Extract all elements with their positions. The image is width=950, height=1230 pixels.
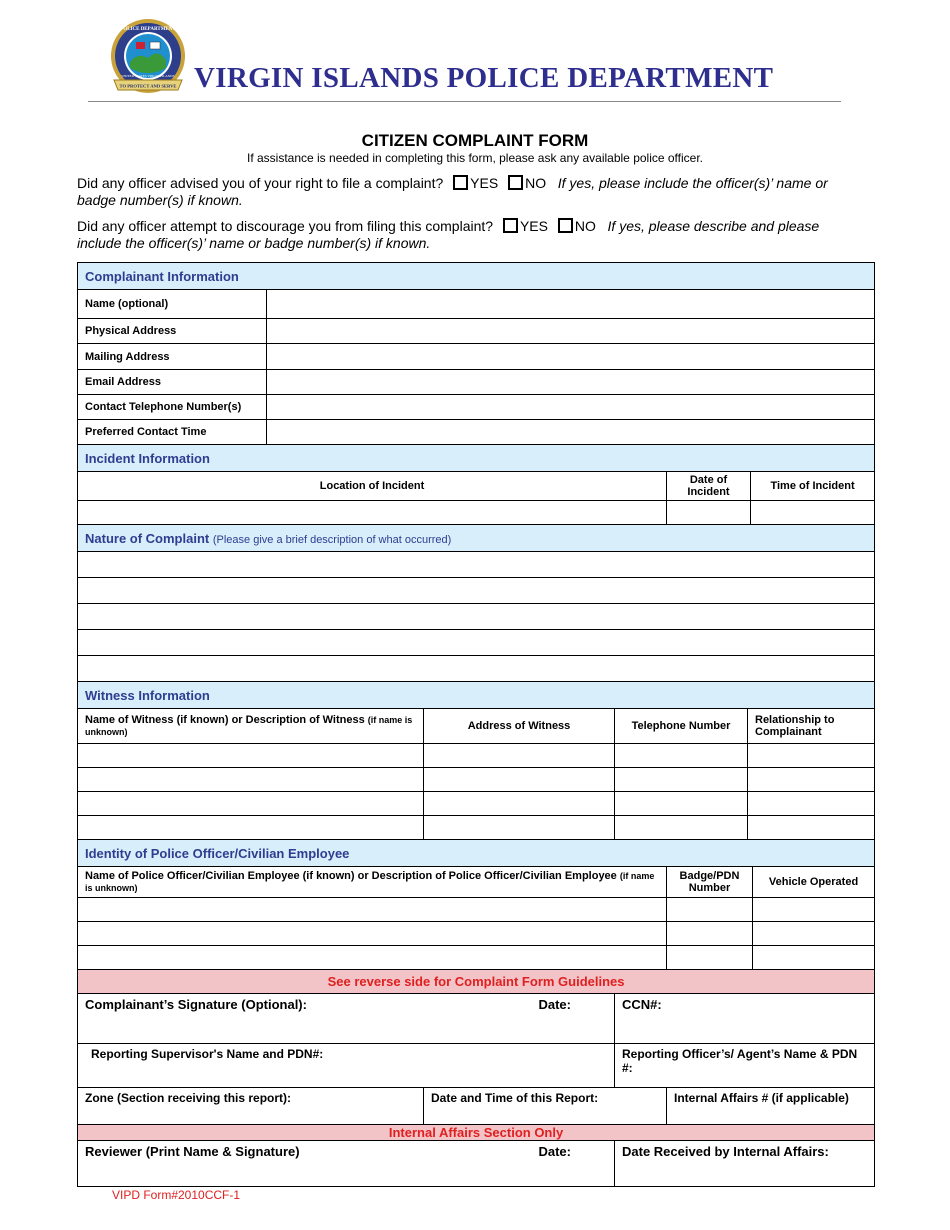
seal-banner-text: TO PROTECT AND SERVE — [119, 83, 177, 89]
witness-name-cell[interactable] — [78, 768, 424, 792]
witness-phone-cell[interactable] — [615, 792, 748, 816]
officer-name-cell[interactable] — [78, 898, 667, 922]
zone-field[interactable] — [78, 1088, 424, 1125]
contact-time-input[interactable] — [267, 420, 875, 445]
no-label: NO — [525, 175, 547, 191]
section-officer-identity: Identity of Police Officer/Civilian Employee — [78, 840, 875, 867]
phone-input[interactable] — [267, 395, 875, 420]
police-seal-logo — [108, 18, 188, 98]
complaint-description-line[interactable] — [78, 552, 875, 578]
witness-address-cell[interactable] — [424, 816, 615, 840]
witness-relationship-header: Relationship to Complainant — [748, 709, 875, 744]
incident-time-header: Time of Incident — [751, 472, 875, 501]
witness-relationship-cell[interactable] — [748, 792, 875, 816]
question-advised-right — [77, 175, 867, 209]
officer-badge-cell[interactable] — [667, 946, 753, 970]
physical-address-input[interactable] — [267, 319, 875, 344]
witness-name-header-text: Name of Witness (if known) or Description of Witness — [85, 714, 365, 726]
reviewer-field[interactable] — [78, 1141, 615, 1187]
witness-phone-cell[interactable] — [615, 768, 748, 792]
section-witness-info: Witness Information — [78, 682, 875, 709]
witness-address-cell[interactable] — [424, 792, 615, 816]
reporting-officer-label: Reporting Officer’s/ Agent’s Name & PDN #: — [622, 1047, 858, 1075]
ia-number-label: Internal Affairs # (if applicable) — [674, 1091, 849, 1105]
nature-note: (Please give a brief description of what occurred) — [212, 533, 452, 546]
officer-name-cell[interactable] — [78, 922, 667, 946]
section-complainant-info: Complainant Information — [78, 263, 875, 290]
witness-name-header — [78, 709, 424, 744]
witness-name-header-note: (if name is unknown) — [85, 715, 413, 737]
officer-badge-cell[interactable] — [667, 922, 753, 946]
report-datetime-label: Date and Time of this Report: — [431, 1091, 599, 1105]
reviewer-date-label: Date: — [538, 1144, 571, 1159]
complaint-description-line[interactable] — [78, 630, 875, 656]
yes-label: YES — [519, 218, 548, 234]
complaint-description-line[interactable] — [78, 578, 875, 604]
no-checkbox[interactable] — [508, 175, 523, 190]
field-label-mailing-address: Mailing Address — [78, 344, 267, 370]
date-received-field[interactable] — [615, 1141, 875, 1187]
question-discouraged — [77, 218, 867, 252]
complaint-description-line[interactable] — [78, 656, 875, 682]
officer-name-cell[interactable] — [78, 946, 667, 970]
yes-label: YES — [470, 175, 499, 191]
date-received-label: Date Received by Internal Affairs: — [622, 1144, 829, 1159]
officer-vehicle-header: Vehicle Operated — [753, 867, 875, 898]
question-note: If yes, please describe and please include the officer(s)’ name or badge number(s) if known. — [77, 218, 820, 251]
witness-address-cell[interactable] — [424, 744, 615, 768]
complaint-description-line[interactable] — [78, 604, 875, 630]
incident-time-input[interactable] — [751, 501, 875, 525]
complaint-form-table — [77, 262, 875, 1187]
witness-address-cell[interactable] — [424, 768, 615, 792]
question-note: If yes, please include the officer(s)’ name or badge number(s) if known. — [77, 175, 828, 208]
field-label-physical-address: Physical Address — [78, 319, 267, 344]
field-label-phone: Contact Telephone Number(s) — [78, 395, 267, 420]
officer-name-header-note: (if name is unknown) — [85, 871, 655, 893]
witness-address-header: Address of Witness — [424, 709, 615, 744]
ccn-label: CCN#: — [622, 997, 662, 1012]
witness-phone-cell[interactable] — [615, 744, 748, 768]
ia-number-field[interactable] — [667, 1088, 875, 1125]
name-input[interactable] — [267, 290, 875, 319]
witness-phone-cell[interactable] — [615, 816, 748, 840]
witness-name-cell[interactable] — [78, 816, 424, 840]
incident-date-header: Date of Incident — [667, 472, 751, 501]
no-label: NO — [574, 218, 596, 234]
internal-affairs-banner: Internal Affairs Section Only — [78, 1125, 875, 1141]
witness-phone-header: Telephone Number — [615, 709, 748, 744]
zone-label: Zone (Section receiving this report): — [85, 1091, 292, 1105]
reporting-officer-field[interactable] — [615, 1044, 875, 1088]
report-datetime-field[interactable] — [424, 1088, 667, 1125]
witness-relationship-cell[interactable] — [748, 744, 875, 768]
section-incident-info: Incident Information — [78, 445, 875, 472]
form-number-footer: VIPD Form#2010CCF-1 — [112, 1188, 241, 1202]
supervisor-field[interactable] — [78, 1044, 615, 1088]
complainant-signature-label: Complainant’s Signature (Optional): — [85, 997, 307, 1012]
yes-checkbox[interactable] — [453, 175, 468, 190]
header-divider — [88, 101, 841, 102]
email-input[interactable] — [267, 370, 875, 395]
officer-badge-header: Badge/PDN Number — [667, 867, 753, 898]
seal-ring-text: UNITED STATES VIRGIN ISLANDS — [121, 74, 175, 78]
field-label-email: Email Address — [78, 370, 267, 395]
form-subtitle: If assistance is needed in completing this form, please ask any available police officer. — [246, 151, 704, 165]
guidelines-banner: See reverse side for Complaint Form Guidelines — [78, 970, 875, 994]
form-title: CITIZEN COMPLAINT FORM — [361, 131, 589, 150]
field-label-name: Name (optional) — [78, 290, 267, 319]
section-nature-of-complaint — [78, 525, 875, 552]
witness-relationship-cell[interactable] — [748, 768, 875, 792]
yes-checkbox[interactable] — [503, 218, 518, 233]
witness-name-cell[interactable] — [78, 792, 424, 816]
question-text: Did any officer attempt to discourage you from filing this complaint? — [77, 218, 494, 234]
officer-vehicle-cell[interactable] — [753, 922, 875, 946]
question-text: Did any officer advised you of your right to file a complaint? — [77, 175, 444, 191]
complainant-signature-field[interactable] — [78, 994, 615, 1044]
no-checkbox[interactable] — [558, 218, 573, 233]
officer-name-header-text: Name of Police Officer/Civilian Employee (if known) or Description of Police Officer/Civilian Employee — [85, 870, 617, 882]
nature-heading: Nature of Complaint — [85, 530, 210, 546]
field-label-contact-time: Preferred Contact Time — [78, 420, 267, 445]
officer-name-header — [78, 867, 667, 898]
officer-badge-cell[interactable] — [667, 898, 753, 922]
seal-top-text: POLICE DEPARTMENT — [120, 27, 176, 32]
supervisor-label: Reporting Supervisor's Name and PDN#: — [91, 1047, 324, 1061]
officer-vehicle-cell[interactable] — [753, 898, 875, 922]
witness-relationship-cell[interactable] — [748, 816, 875, 840]
ccn-field[interactable] — [615, 994, 875, 1044]
incident-date-input[interactable] — [667, 501, 751, 525]
incident-location-input[interactable] — [78, 501, 667, 525]
incident-location-header: Location of Incident — [78, 472, 667, 501]
complainant-date-label: Date: — [538, 997, 571, 1012]
witness-name-cell[interactable] — [78, 744, 424, 768]
department-title: VIRGIN ISLANDS POLICE DEPARTMENT — [194, 62, 774, 94]
officer-vehicle-cell[interactable] — [753, 946, 875, 970]
mailing-address-input[interactable] — [267, 344, 875, 370]
reviewer-label: Reviewer (Print Name & Signature) — [85, 1144, 300, 1159]
